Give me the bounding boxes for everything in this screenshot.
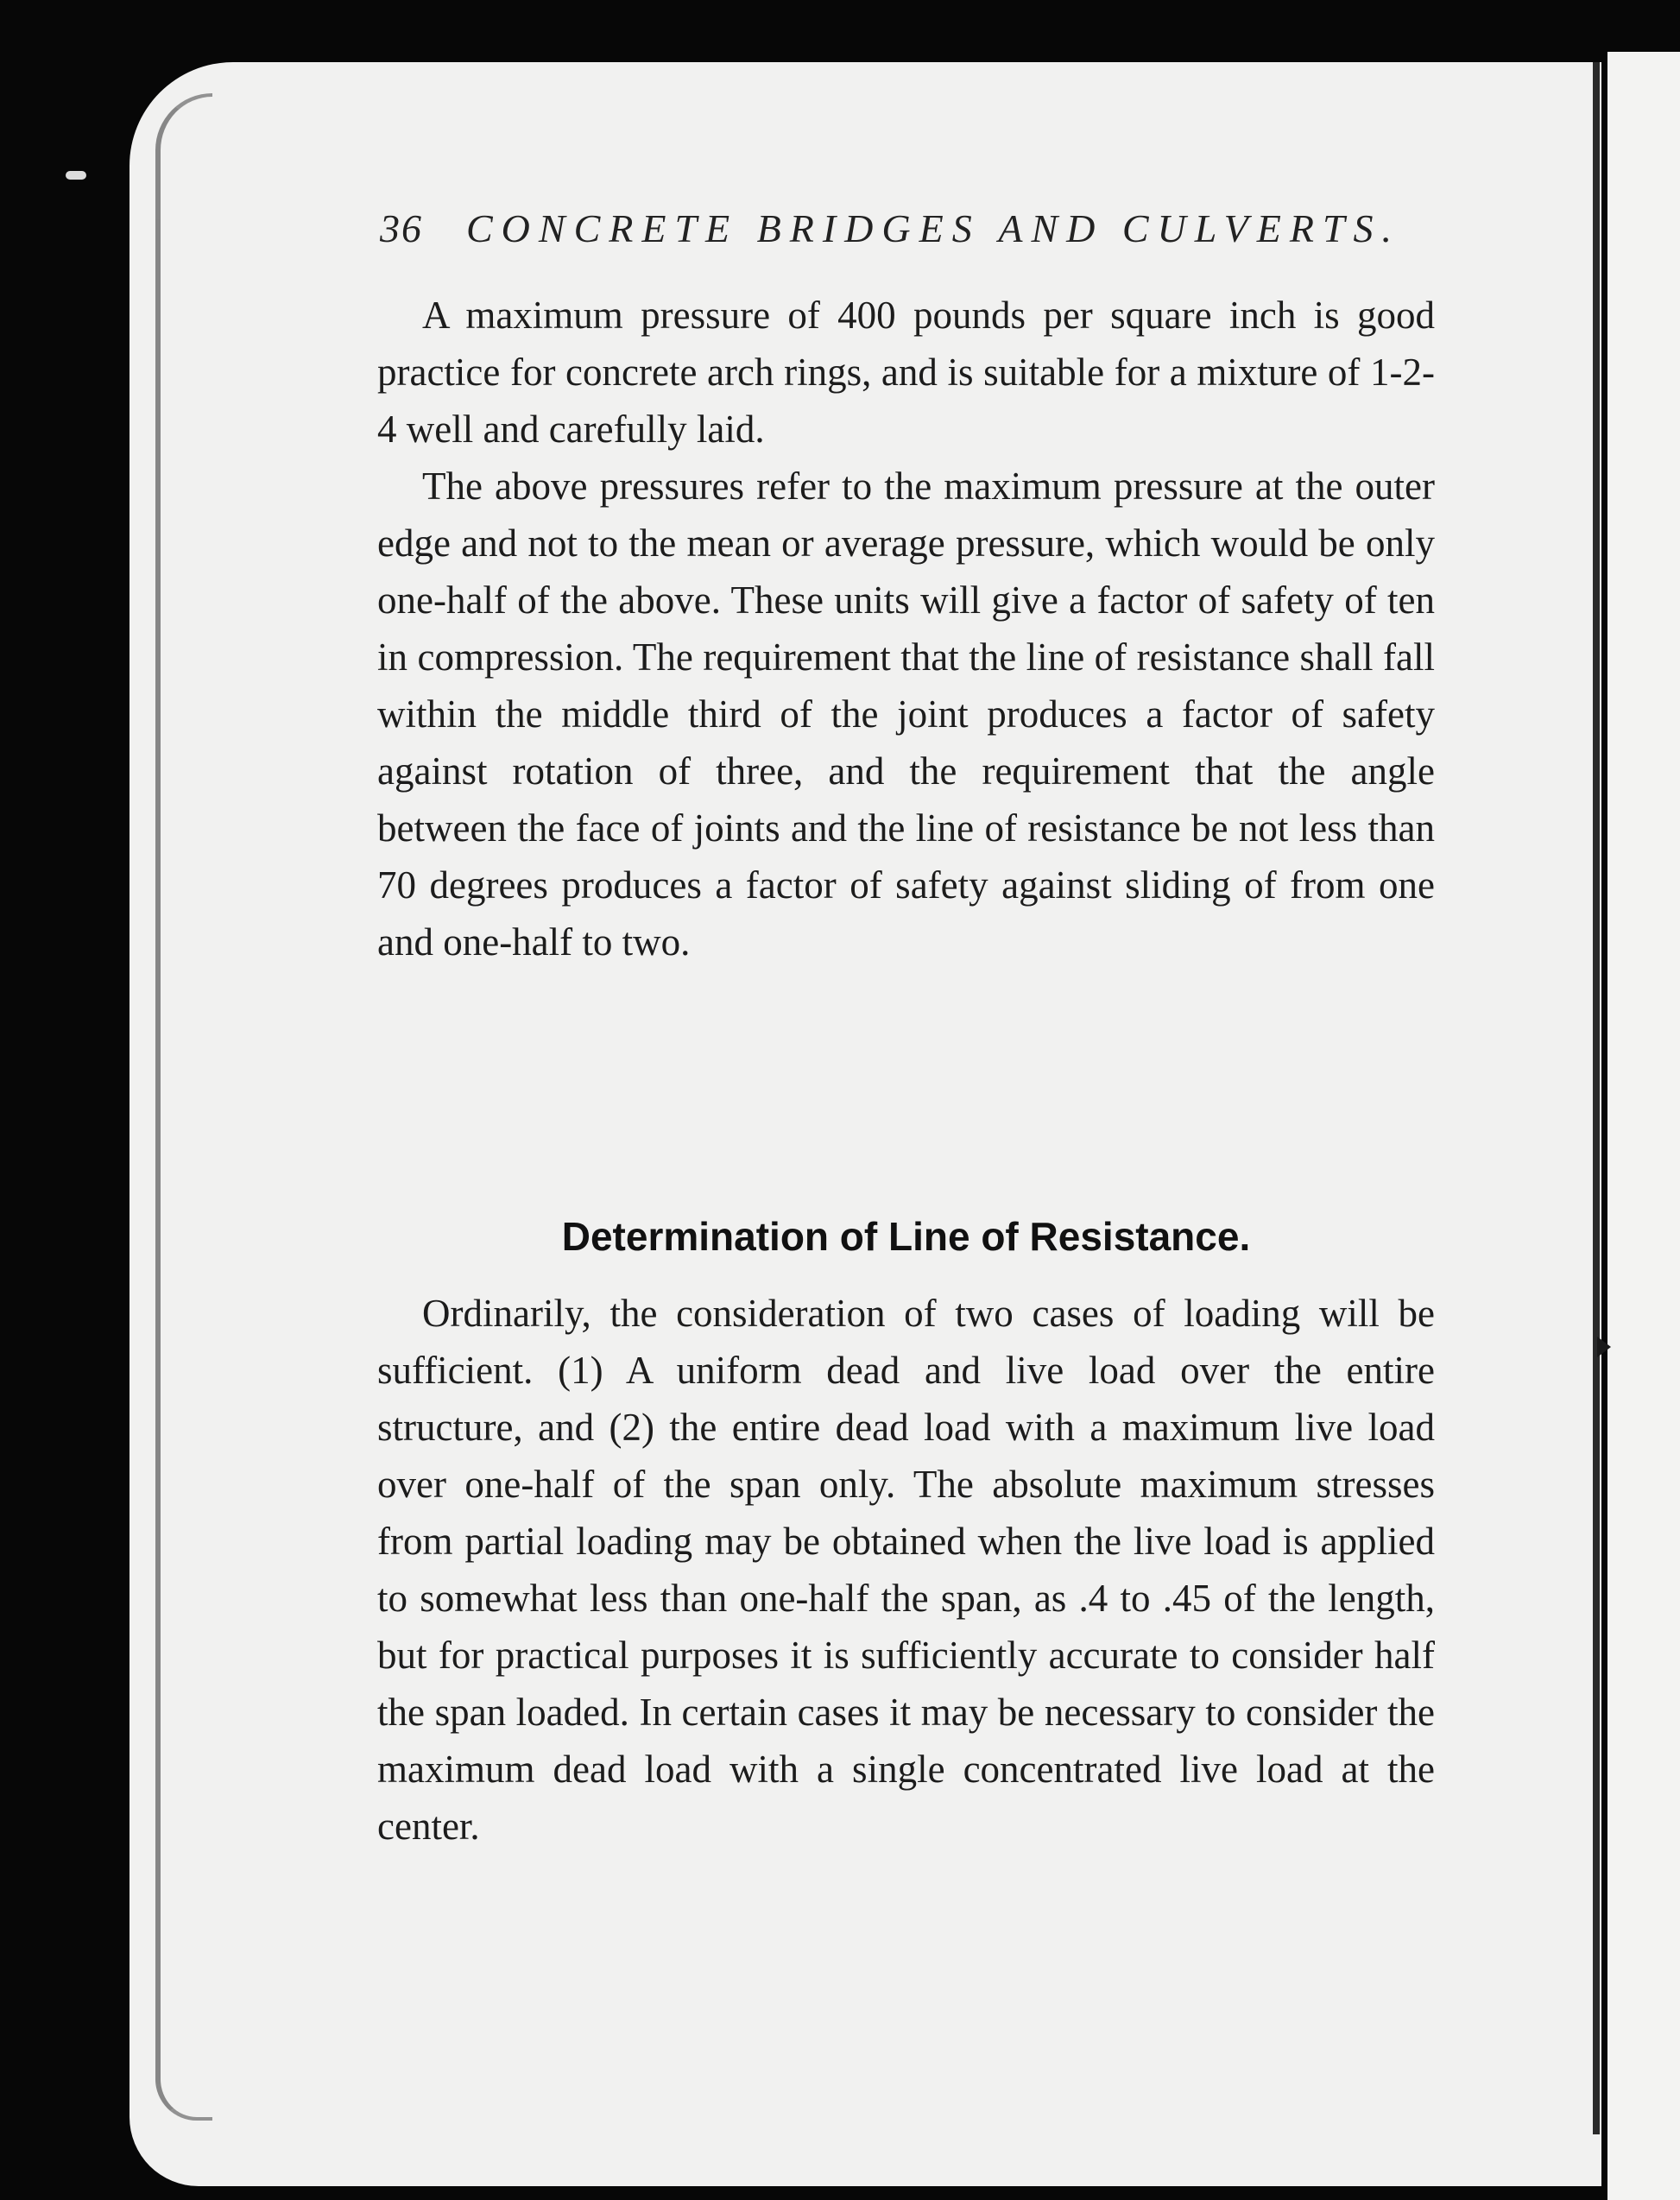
paragraph-1: A maximum pressure of 400 pounds per square inch is good practice for concrete arch rings, and is suitable for a mixture of 1-2-4 well and carefully laid. [377,294,1435,451]
page-gutter [1593,62,1600,2134]
scan-speck [66,171,86,180]
body-text [377,287,1435,970]
running-title: CONCRETE BRIDGES AND CULVERTS. [466,206,1401,250]
section-heading: Determination of Line of Resistance. [561,1214,1251,1259]
paragraph-2: The above pressures refer to the maximum pressure at the outer edge and not to the mean or average pressure, which would be only one-half of the above. These units will give a factor of safety of ten in compression. The requirement that the line of resistance shall fall within the middle third of the joint produces a factor of safety against rotation of three, and the requirement that the angle between the face of joints and the line of resistance be not less than 70 degrees produces a factor of safety against sliding of from one and one-half to two. [377,465,1435,964]
page-number: 36 [380,206,423,250]
section-paragraph: Ordinarily, the consideration of two cases of loading will be sufficient. (1) A uniform dead and live load over the entire structure, and (2) the entire dead load with a maximum live load over one-half of the span only. The absolute maximum stresses from partial loading may be obtained when the live load is applied to somewhat less than one-half the span, as .4 to .45 of the length, but for practical purposes it is sufficiently accurate to consider half the span loaded. In certain cases it may be necessary to consider the maximum dead load with a single concentrated live load at the center. [377,1292,1435,1848]
page-marker-arrow-icon [1597,1337,1611,1357]
facing-page-edge [1607,52,1680,2200]
running-header [380,205,1399,254]
